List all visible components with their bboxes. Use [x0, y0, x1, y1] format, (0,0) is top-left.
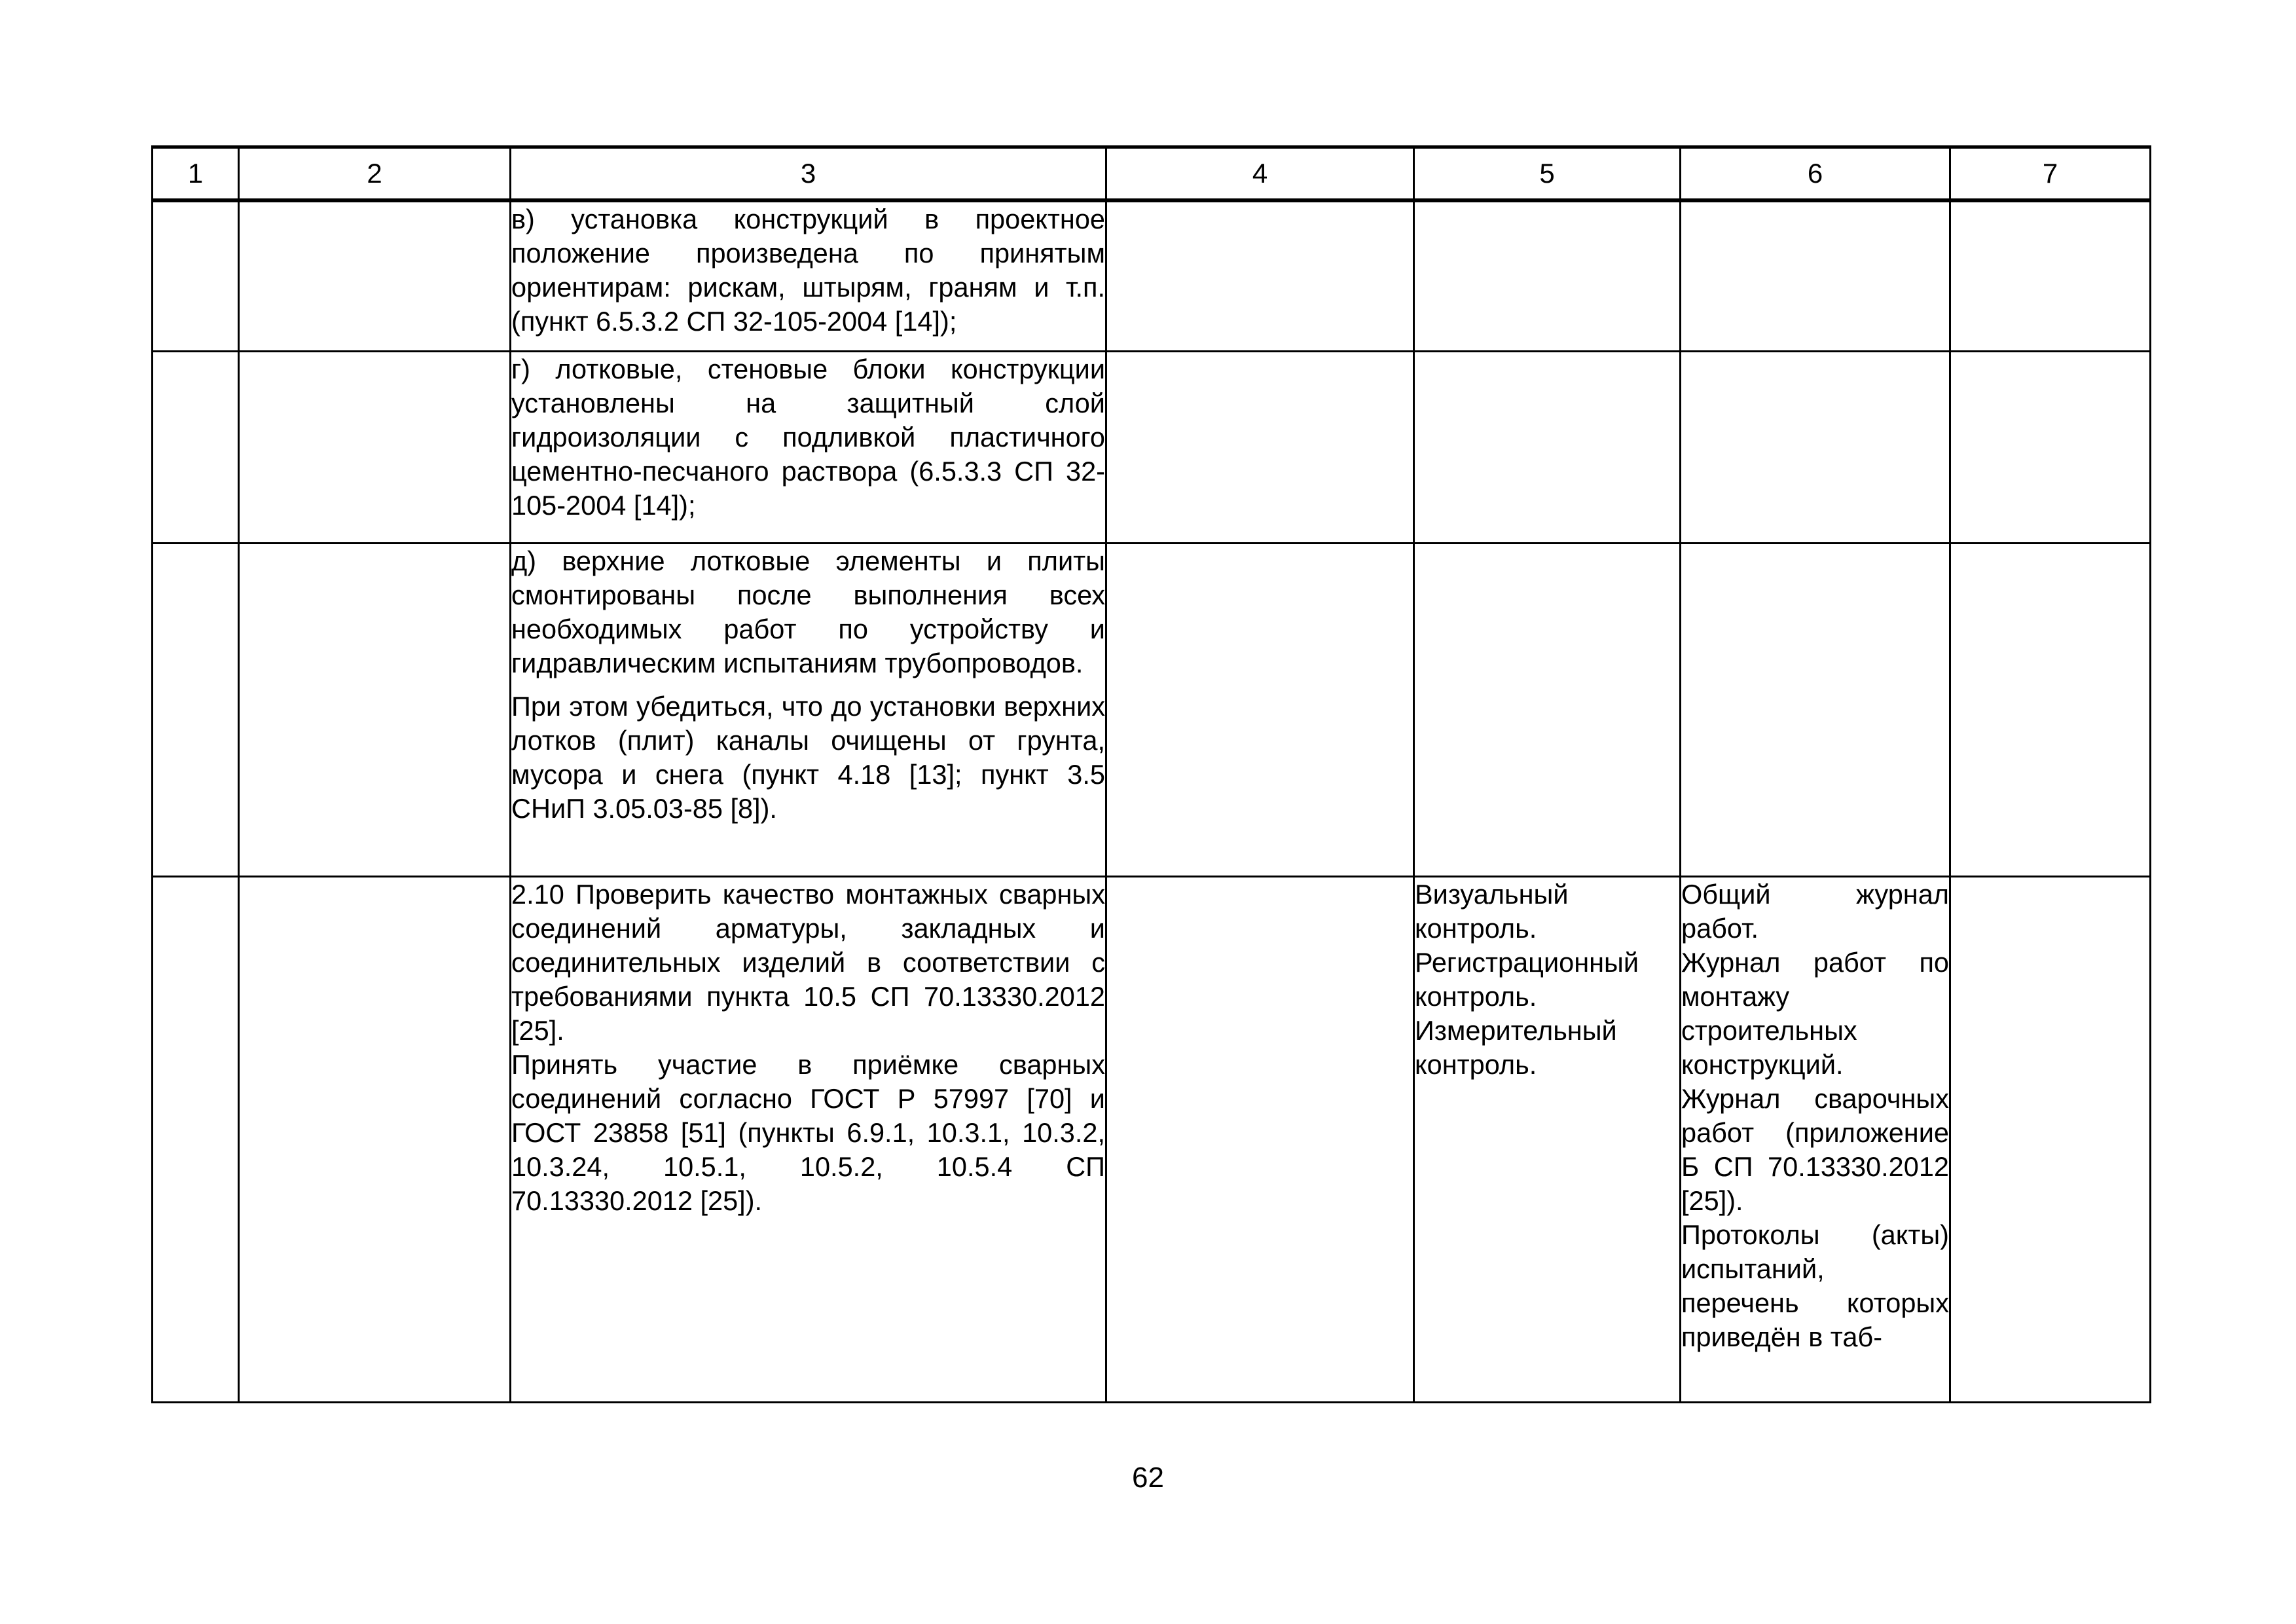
table-row — [153, 200, 2151, 352]
table-cell — [1681, 544, 1950, 877]
column-number-row — [153, 147, 2151, 201]
documents-cell — [1681, 877, 1950, 1403]
document-text: Протоколы (акты) испытаний, перечень которых приведён в таб- — [1681, 1219, 1949, 1352]
control-method-text: Измерительный контроль. — [1415, 1015, 1617, 1080]
requirement-text: 2.10 Проверить качество монтажных сварных соединений арматуры, закладных и соединительных изделий в соответствии с требованиями пункта 10.5 СП 70.13330.2012 [25]. — [511, 879, 1105, 1046]
table-cell — [1681, 200, 1950, 352]
table-cell — [239, 877, 511, 1403]
page-number: 62 — [1132, 1462, 1164, 1494]
table-cell — [1950, 877, 2151, 1403]
column-header: 4 — [1106, 147, 1414, 201]
requirement-text: При этом убедиться, что до установки верхних лотков (плит) каналы очищены от грунта, мусора и снега (пункт 4.18 [13]; пункт 3.5 СНиП 3.05.03-85 [8]). — [511, 691, 1105, 824]
requirement-cell — [511, 200, 1106, 352]
control-method-text: Регистрационный контроль. — [1415, 947, 1639, 1012]
column-header: 2 — [239, 147, 511, 201]
column-header: 5 — [1414, 147, 1681, 201]
table-cell — [153, 544, 239, 877]
column-header: 7 — [1950, 147, 2151, 201]
requirement-cell — [511, 352, 1106, 544]
table-cell — [1681, 352, 1950, 544]
requirement-text: Принять участие в приёмке сварных соединений согласно ГОСТ Р 57997 [70] и ГОСТ 23858 [51] (пункты 6.9.1, 10.3.1, 10.3.2, 10.3.24, 10.5.1, 10.5.2, 10.5.4 СП 70.13330.2012 [25]). — [511, 1049, 1105, 1216]
table-cell — [1950, 352, 2151, 544]
table-cell — [153, 352, 239, 544]
requirement-text: д) верхние лотковые элементы и плиты смонтированы после выполнения всех необходимых работ по устройству и гидравлическим испытаниям трубопроводов. — [511, 545, 1105, 678]
table-cell — [1106, 877, 1414, 1403]
column-header: 1 — [153, 147, 239, 201]
control-method-cell — [1414, 877, 1681, 1403]
requirement-text: в) установка конструкций в проектное положение произведена по принятым ориентирам: рискам, штырям, граням и т.п. (пункт 6.5.3.2 СП 32-105-2004 [14]); — [511, 204, 1105, 337]
document-text: Общий журнал работ. — [1681, 879, 1949, 944]
table-cell — [239, 200, 511, 352]
table-cell — [1950, 544, 2151, 877]
requirement-cell — [511, 544, 1106, 877]
table-cell — [239, 352, 511, 544]
document-text: Журнал сварочных работ (приложение Б СП 70.13330.2012 [25]). — [1681, 1083, 1949, 1216]
table-cell — [1950, 200, 2151, 352]
table-cell — [153, 877, 239, 1403]
column-header: 6 — [1681, 147, 1950, 201]
table-cell — [1414, 200, 1681, 352]
table-row — [153, 352, 2151, 544]
requirement-cell — [511, 877, 1106, 1403]
table-cell — [1414, 544, 1681, 877]
column-header: 3 — [511, 147, 1106, 201]
document-text: Журнал работ по монтажу строительных конструкций. — [1681, 947, 1949, 1080]
table-row — [153, 544, 2151, 877]
requirement-text: г) лотковые, стеновые блоки конструкции установлены на защитный слой гидроизоляции с подливкой пластичного цементно-песчаного раствора (6.5.3.3 СП 32-105-2004 [14]); — [511, 354, 1105, 521]
table-cell — [1106, 352, 1414, 544]
control-method-text: Визуальный контроль. — [1415, 879, 1569, 944]
table-cell — [239, 544, 511, 877]
table-cell — [1106, 544, 1414, 877]
table-row — [153, 877, 2151, 1403]
table-cell — [1106, 200, 1414, 352]
inspection-table — [151, 145, 2151, 1403]
table-cell — [153, 200, 239, 352]
table-cell — [1414, 352, 1681, 544]
